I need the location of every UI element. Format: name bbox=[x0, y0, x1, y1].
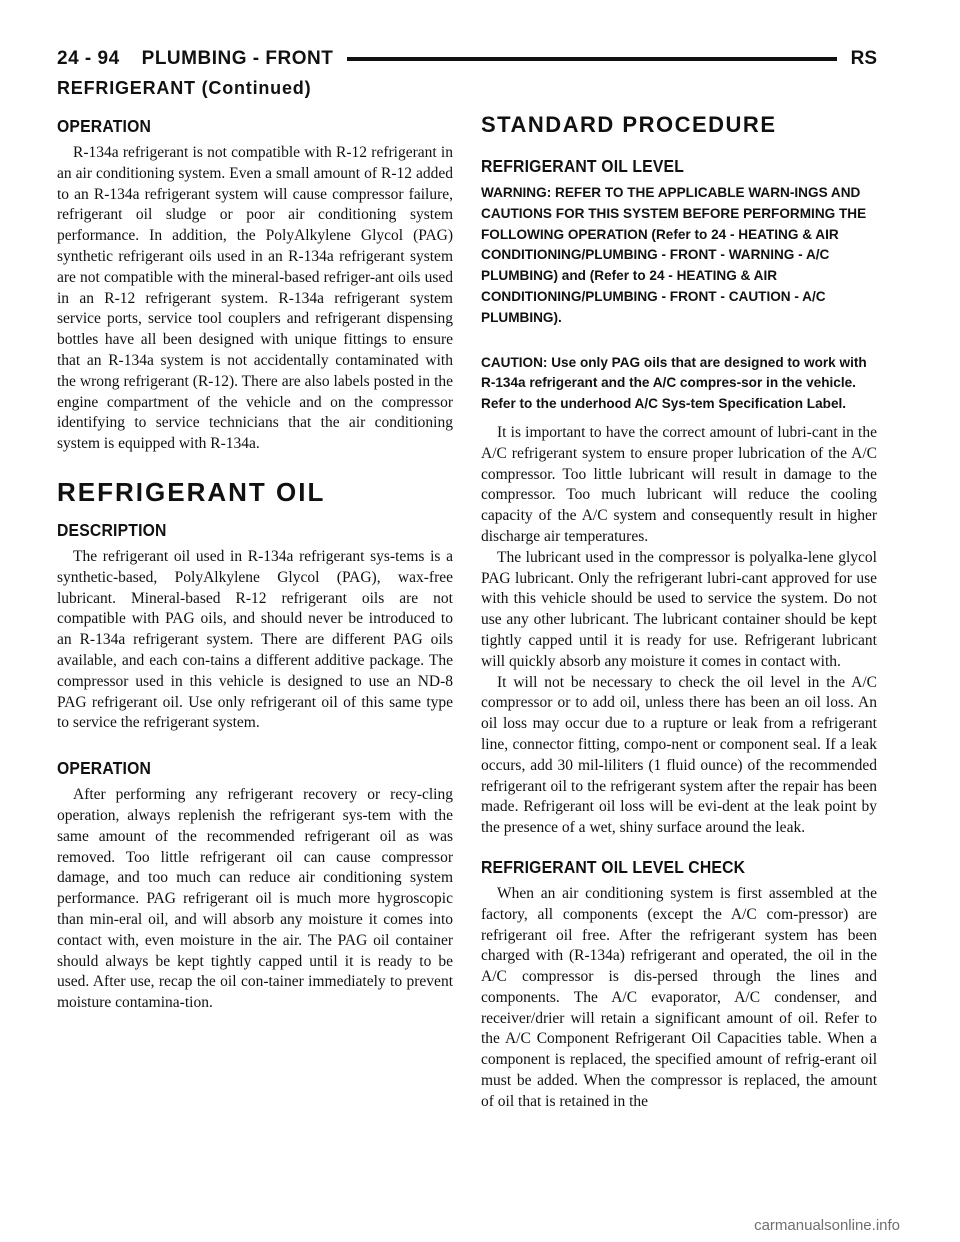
operation-paragraph: R-134a refrigerant is not compatible with R-12 refrigerant in an air conditioning system. Even a small amount of R-12 added to an R-134a refrigerant system will cause compressor failure, refrigerant oil sludge or poor air conditioning system performance. In addition, the PolyAlkylene Glycol (PAG) synthetic refrigerant oils used in an R-134a refrigerant system are not compatible with the mineral-based refriger-ant oils used in an R-12 refrigerant system. R-134a refrigerant system service ports, service tool couplers and refrigerant dispensing bottles have all been designed with unique fittings to ensure that an R-134a system is not accidentally contaminated with the wrong refrigerant (R-12). There are also labels posted in the engine compartment of the vehicle and on the compressor identifying to service technicians that the air conditioning system is equipped with R-134a. bbox=[57, 144, 453, 453]
oil-level-check-heading: REFRIGERANT OIL LEVEL CHECK bbox=[481, 856, 746, 877]
refrigerant-oil-title: REFRIGERANT OIL bbox=[57, 476, 326, 507]
paragraph-oil-level-check: When an air conditioning system is first assembled at the factory, all components (except the A/C com-pressor) are refrigerant oil free. After the refrigerant system has been charged with (R-134a) refrigerant and operated, the oil in the A/C compressor is dis-persed through the lines and components. The A/C evaporator, A/C condenser, and receiver/drier will retain a significant amount of oil. Refer to the A/C Component Refrigerant Oil Capacities table. When a component is replaced, the specified amount of refrig-erant oil must be added. When the compressor is replaced, the amount of oil that is retained in the bbox=[481, 884, 877, 1110]
operation-heading: OPERATION bbox=[57, 116, 152, 136]
warning-text: WARNING: REFER TO THE APPLICABLE WARN-INGS AND CAUTIONS FOR THIS SYSTEM BEFORE PERFORMING THE FOLLOWING OPERATION (Refer to 24 - HEATING & AIR CONDITIONING/PLUMBING - FRONT - WARNING - A/C PLUMBING) and (Refer to 24 - HEATING & AIR CONDITIONING/PLUMBING - FRONT - CAUTION - A/C PLUMBING). bbox=[481, 185, 867, 325]
page-number: 24 - 94 bbox=[57, 48, 120, 69]
left-column bbox=[57, 110, 453, 1014]
page-header bbox=[57, 44, 877, 74]
right-column bbox=[481, 110, 877, 1113]
paragraph-lubricant-amount: It is important to have the correct amount of lubri-cant in the A/C refrigerant system to ensure proper lubrication of the A/C compressor. Too little lubricant will result in damage to the compressor. Too much lubricant will reduce the cooling capacity of the A/C system and consequently result in higher discharge air temperatures. bbox=[481, 423, 877, 545]
model-code: RS bbox=[850, 48, 877, 69]
standard-procedure-title: STANDARD PROCEDURE bbox=[481, 112, 777, 137]
paragraph-oil-loss: It will not be necessary to check the oil level in the A/C compressor or to add oil, unless there has been an oil loss. An oil loss may occur due to a rupture or leak from a refrigerant line, connector fitting, compo-nent or component seal. If a leak occurs, add 30 mil-liliters (1 fluid ounce) of the recommended refrigerant oil to the refrigerant system after the repair has been made. Refrigerant oil loss will be evi-dent at the leak point by the presence of a wet, shiny surface around the leak. bbox=[481, 673, 877, 837]
section-title: PLUMBING - FRONT bbox=[141, 48, 334, 69]
caution-text: CAUTION: Use only PAG oils that are designed to work with R-134a refrigerant and the A/C compres-sor in the vehicle. Refer to the underhood A/C Sys-tem Specification Label. bbox=[481, 354, 867, 412]
description-heading: DESCRIPTION bbox=[57, 519, 167, 540]
watermark: carmanualsonline.info bbox=[754, 1217, 900, 1234]
operation-heading-2: OPERATION bbox=[57, 758, 152, 779]
oil-level-heading: REFRIGERANT OIL LEVEL bbox=[481, 156, 685, 176]
operation-paragraph-2: After performing any refrigerant recovery or recy-cling operation, always replenish the refrigerant sys-tem with the same amount of the recommended refrigerant oil as was removed. Too little refrigerant oil can cause compressor damage, and too much can reduce air conditioning system performance. PAG refrigerant oil is much more hygroscopic than min-eral oil, and will absorb any moisture it comes into contact with, even moisture in the air. The PAG oil container should always be kept tightly capped until it is ready to be used. After use, recap the oil con-tainer immediately to prevent moisture contamina-tion. bbox=[57, 786, 453, 1012]
paragraph-lubricant-type: The lubricant used in the compressor is polyalka-lene glycol PAG lubricant. Only the refrigerant lubri-cant approved for use with this vehicle should be used to service the system. Do not use any other lubricant. The lubricant container should be kept tightly capped until it is ready for use. Refrigerant lubricant will quickly absorb any moisture it comes in contact with. bbox=[481, 548, 877, 670]
header-rule bbox=[347, 57, 836, 61]
description-paragraph: The refrigerant oil used in R-134a refrigerant sys-tems is a synthetic-based, PolyAlkylene Glycol (PAG), wax-free lubricant. Mineral-based R-12 refrigerant oils are not compatible with PAG oils, and should never be introduced to an R-134a refrigerant system. There are different PAG oils available, and each con-tains a different additive package. The compressor used in this vehicle is designed to use an ND-8 PAG refrigerant oil. Use only refrigerant oil of this same type to service the refrigerant system. bbox=[57, 547, 453, 732]
continued-heading: REFRIGERANT (Continued) bbox=[57, 78, 312, 98]
